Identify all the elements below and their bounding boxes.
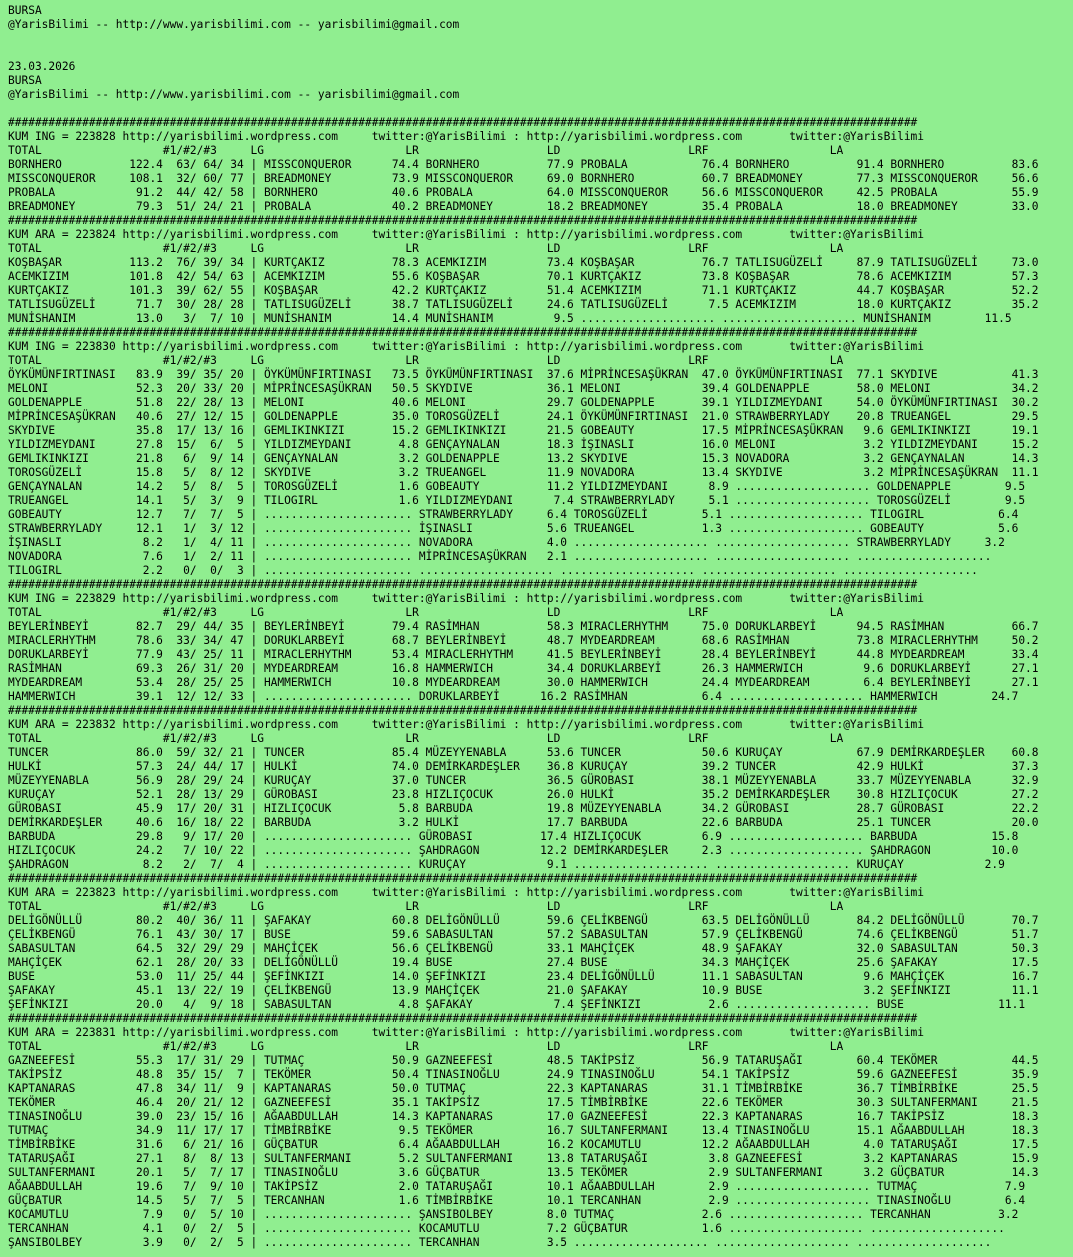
table-row: SKYDIVE 35.8 17/ 13/ 16 | GEMLIKINKIZI 15.2 GEMLIKINKIZI 21.5 GOBEAUTY 17.5 MİPRİNCESAŞÜKRAN 9.6 GEMLIKINKIZI 19.1 [8, 424, 1039, 437]
table-row: DORUKLARBEYİ 77.9 43/ 25/ 11 | MIRACLERHYTHM 53.4 MIRACLERHYTHM 41.5 BEYLERİNBEYİ 28.4 BEYLERİNBEYİ 44.8 MYDEARDREAM 33.4 [8, 648, 1039, 661]
table-row: HIZLIÇOCUK 24.2 7/ 10/ 22 | ...................... ŞAHDRAGON 12.2 DEMİRKARDEŞLER 2.3 .................... ŞAHDRAGON 10.0 [8, 844, 1019, 857]
table-row: TATARUŞAĞI 27.1 8/ 8/ 13 | SULTANFERMANI 5.2 SULTANFERMANI 13.8 TATARUŞAĞI 3.8 GAZNEEFESİ 3.2 KAPTANARAS 15.9 [8, 1152, 1039, 1165]
column-header-line: TOTAL #1/#2/#3 LG LR LD LRF LA [8, 732, 844, 745]
column-header-line: TOTAL #1/#2/#3 LG LR LD LRF LA [8, 242, 844, 255]
table-row: TILOGIRL 2.2 0/ 0/ 3 | ...................... .................... .................... .................... .................... [8, 564, 978, 577]
column-header-line: TOTAL #1/#2/#3 LG LR LD LRF LA [8, 606, 844, 619]
table-row: ÇELİKBENGÜ 76.1 43/ 30/ 17 | BUSE 59.6 SABASULTAN 57.2 SABASULTAN 57.9 ÇELİKBENGÜ 74.6 ÇELİKBENGÜ 51.7 [8, 928, 1039, 941]
section-separator: ####################################################################################################################################### [8, 214, 918, 227]
contact-line: @YarisBilimi -- http://www.yarisbilimi.com -- yarisbilimi@gmail.com [8, 18, 460, 31]
table-row: YILDIZMEYDANI 27.8 15/ 6/ 5 | YILDIZMEYDANI 4.8 GENÇAYNALAN 18.3 İŞINASLI 16.0 MELONI 3.2 YILDIZMEYDANI 15.2 [8, 438, 1039, 451]
column-header-line: TOTAL #1/#2/#3 LG LR LD LRF LA [8, 1040, 844, 1053]
race-header-line: KUM ING = 223830 http://yarisbilimi.wordpress.com twitter:@YarisBilimi : http://yarisbilimi.wordpress.com twitter:@YarisBilimi [8, 340, 925, 353]
table-row: TUTMAÇ 34.9 11/ 17/ 17 | TİMBİRBİKE 9.5 TEKÖMER 16.7 SULTANFERMANI 13.4 TINASINOĞLU 15.1 AĞAABDULLAH 18.3 [8, 1124, 1039, 1137]
table-row: KURUÇAY 52.1 28/ 13/ 29 | GÜROBASI 23.8 HIZLIÇOCUK 26.0 HULKİ 35.2 DEMİRKARDEŞLER 30.8 HIZLIÇOCUK 27.2 [8, 788, 1039, 801]
table-row: TERCANHAN 4.1 0/ 2/ 5 | ...................... KOCAMUTLU 7.2 GÜÇBATUR 1.6 .................... .................... [8, 1222, 1005, 1235]
table-row: GÜÇBATUR 14.5 5/ 7/ 5 | TERCANHAN 1.6 TİMBİRBİKE 10.1 TERCANHAN 2.9 .................... TINASINOĞLU 6.4 [8, 1194, 1026, 1207]
table-row: BUSE 53.0 11/ 25/ 44 | ŞEFİNKIZI 14.0 ŞEFİNKIZI 23.4 DELİGÖNÜLLÜ 11.1 SABASULTAN 9.6 MAHÇİÇEK 16.7 [8, 970, 1039, 983]
table-row: MUNİSHANIM 13.0 3/ 7/ 10 | MUNİSHANIM 14.4 MUNİSHANIM 9.5 .................... .................... MUNİSHANIM 11.5 [8, 312, 1012, 325]
table-row: MISSCONQUEROR 108.1 32/ 60/ 77 | BREADMONEY 73.9 MISSCONQUEROR 69.0 BORNHERO 60.7 BREADMONEY 77.3 MISSCONQUEROR 56.6 [8, 172, 1039, 185]
column-header-line: TOTAL #1/#2/#3 LG LR LD LRF LA [8, 900, 844, 913]
table-row: ŞANSIBOLBEY 3.9 0/ 2/ 5 | ...................... TERCANHAN 3.5 .................... .................... .................... [8, 1236, 992, 1249]
section-separator: ####################################################################################################################################### [8, 1012, 918, 1025]
table-row: DELİGÖNÜLLÜ 80.2 40/ 36/ 11 | ŞAFAKAY 60.8 DELİGÖNÜLLÜ 59.6 ÇELİKBENGÜ 63.5 DELİGÖNÜLLÜ 84.2 DELİGÖNÜLLÜ 70.7 [8, 914, 1039, 927]
table-row: MİPRİNCESAŞÜKRAN 40.6 27/ 12/ 15 | GOLDENAPPLE 35.0 TOROSGÜZELİ 24.1 ÖYKÜMÜNFIRTINASI 21.0 STRAWBERRYLADY 20.8 TRUEANGEL 29.5 [8, 410, 1039, 423]
table-row: SABASULTAN 64.5 32/ 29/ 29 | MAHÇİÇEK 56.6 ÇELİKBENGÜ 33.1 MAHÇİÇEK 48.9 ŞAFAKAY 32.0 SABASULTAN 50.3 [8, 942, 1039, 955]
table-row: BEYLERİNBEYİ 82.7 29/ 44/ 35 | BEYLERİNBEYİ 79.4 RASİMHAN 58.3 MIRACLERHYTHM 75.0 DORUKLARBEYİ 94.5 RASİMHAN 66.7 [8, 620, 1039, 633]
table-row: BARBUDA 29.8 9/ 17/ 20 | ...................... GÜROBASI 17.4 HIZLIÇOCUK 6.9 .................... BARBUDA 15.8 [8, 830, 1019, 843]
table-row: RASİMHAN 69.3 26/ 31/ 20 | MYDEARDREAM 16.8 HAMMERWICH 34.4 DORUKLARBEYİ 26.3 HAMMERWICH 9.6 DORUKLARBEYİ 27.1 [8, 662, 1039, 675]
table-row: BORNHERO 122.4 63/ 64/ 34 | MISSCONQUEROR 74.4 BORNHERO 77.9 PROBALA 76.4 BORNHERO 91.4 BORNHERO 83.6 [8, 158, 1039, 171]
race-header-line: KUM ARA = 223824 http://yarisbilimi.wordpress.com twitter:@YarisBilimi : http://yarisbilimi.wordpress.com twitter:@YarisBilimi [8, 228, 925, 241]
table-row: ÖYKÜMÜNFIRTINASI 83.9 39/ 35/ 20 | ÖYKÜMÜNFIRTINASI 73.5 ÖYKÜMÜNFIRTINASI 37.6 MİPRİNCESAŞÜKRAN 47.0 ÖYKÜMÜNFIRTINASI 77.1 SKYDIVE 41.3 [8, 368, 1039, 381]
section-separator: ####################################################################################################################################### [8, 872, 918, 885]
table-row: ACEMKIZIM 101.8 42/ 54/ 63 | ACEMKIZIM 55.6 KOŞBAŞAR 70.1 KURTÇAKIZ 73.8 KOŞBAŞAR 78.6 ACEMKIZIM 57.3 [8, 270, 1039, 283]
table-row: TATLISUGÜZELİ 71.7 30/ 28/ 28 | TATLISUGÜZELİ 38.7 TATLISUGÜZELİ 24.6 TATLISUGÜZELİ 7.5 ACEMKIZIM 18.0 KURTÇAKIZ 35.2 [8, 298, 1039, 311]
table-row: TEKÖMER 46.4 20/ 21/ 12 | GAZNEEFESİ 35.1 TAKİPSİZ 17.5 TİMBİRBİKE 22.6 TEKÖMER 30.3 SULTANFERMANI 21.5 [8, 1096, 1039, 1109]
table-row: GENÇAYNALAN 14.2 5/ 8/ 5 | TOROSGÜZELİ 1.6 GOBEAUTY 11.2 YILDIZMEYDANI 8.9 .................... GOLDENAPPLE 9.5 [8, 480, 1026, 493]
table-row: TİMBİRBİKE 31.6 6/ 21/ 16 | GÜÇBATUR 6.4 AĞAABDULLAH 16.2 KOCAMUTLU 12.2 AĞAABDULLAH 4.0 TATARUŞAĞI 17.5 [8, 1138, 1039, 1151]
section-separator: ####################################################################################################################################### [8, 326, 918, 339]
text-line: BURSA [8, 74, 42, 87]
table-row: AĞAABDULLAH 19.6 7/ 9/ 10 | TAKİPSİZ 2.0 TATARUŞAĞI 10.1 AĞAABDULLAH 2.9 .................... TUTMAÇ 7.9 [8, 1180, 1026, 1193]
section-separator: ####################################################################################################################################### [8, 704, 918, 717]
table-row: NOVADORA 7.6 1/ 2/ 11 | ...................... MİPRİNCESAŞÜKRAN 2.1 .................... .................... .................... [8, 550, 992, 563]
table-row: HAMMERWICH 39.1 12/ 12/ 33 | ...................... DORUKLARBEYİ 16.2 RASİMHAN 6.4 .................... HAMMERWICH 24.7 [8, 690, 1019, 703]
column-header-line: TOTAL #1/#2/#3 LG LR LD LRF LA [8, 354, 844, 367]
blank-line [8, 32, 1073, 46]
table-row: GAZNEEFESİ 55.3 17/ 31/ 29 | TUTMAÇ 50.9 GAZNEEFESİ 48.5 TAKİPSİZ 56.9 TATARUŞAĞI 60.4 TEKÖMER 44.5 [8, 1054, 1039, 1067]
section-separator: ####################################################################################################################################### [8, 116, 918, 129]
section-separator: ####################################################################################################################################### [8, 578, 918, 591]
table-row: KURTÇAKIZ 101.3 39/ 62/ 55 | KOŞBAŞAR 42.2 KURTÇAKIZ 51.4 ACEMKIZIM 71.1 KURTÇAKIZ 44.7 KOŞBAŞAR 52.2 [8, 284, 1039, 297]
table-row: TAKİPSİZ 48.8 35/ 15/ 7 | TEKÖMER 50.4 TINASINOĞLU 24.9 TINASINOĞLU 54.1 TAKİPSİZ 59.6 GAZNEEFESİ 35.9 [8, 1068, 1039, 1081]
table-row: HULKİ 57.3 24/ 44/ 17 | HULKİ 74.0 DEMİRKARDEŞLER 36.8 KURUÇAY 39.2 TUNCER 42.9 HULKİ 37.3 [8, 760, 1039, 773]
race-header-line: KUM ING = 223829 http://yarisbilimi.wordpress.com twitter:@YarisBilimi : http://yarisbilimi.wordpress.com twitter:@YarisBilimi [8, 592, 925, 605]
table-row: MELONI 52.3 20/ 33/ 20 | MİPRİNCESAŞÜKRAN 50.5 SKYDIVE 36.1 MELONI 39.4 GOLDENAPPLE 58.0 MELONI 34.2 [8, 382, 1039, 395]
table-row: ŞAHDRAGON 8.2 2/ 7/ 4 | ...................... KURUÇAY 9.1 .................... .................... KURUÇAY 2.9 [8, 858, 1005, 871]
table-row: STRAWBERRYLADY 12.1 1/ 3/ 12 | ...................... İŞINASLI 5.6 TRUEANGEL 1.3 .................... GOBEAUTY 5.6 [8, 522, 1019, 535]
table-row: ŞAFAKAY 45.1 13/ 22/ 19 | ÇELİKBENGÜ 13.9 MAHÇİÇEK 21.0 ŞAFAKAY 10.9 BUSE 3.2 ŞEFİNKIZI 11.1 [8, 984, 1039, 997]
table-row: KOŞBAŞAR 113.2 76/ 39/ 34 | KURTÇAKIZ 78.3 ACEMKIZIM 73.4 KOŞBAŞAR 76.7 TATLISUGÜZELİ 87.9 TATLISUGÜZELİ 73.0 [8, 256, 1039, 269]
table-row: TRUEANGEL 14.1 5/ 3/ 9 | TILOGIRL 1.6 YILDIZMEYDANI 7.4 STRAWBERRYLADY 5.1 .................... TOROSGÜZELİ 9.5 [8, 494, 1026, 507]
table-row: İŞINASLI 8.2 1/ 4/ 11 | ...................... NOVADORA 4.0 .................... .................... STRAWBERRYLADY 3.2 [8, 536, 1005, 549]
table-row: GOLDENAPPLE 51.8 22/ 28/ 13 | MELONI 40.6 MELONI 29.7 GOLDENAPPLE 39.1 YILDIZMEYDANI 54.0 ÖYKÜMÜNFIRTINASI 30.2 [8, 396, 1039, 409]
blank-line [8, 46, 1073, 60]
text-line: 23.03.2026 [8, 60, 76, 73]
blank-line [8, 102, 1073, 116]
table-row: MÜZEYYENABLA 56.9 28/ 29/ 24 | KURUÇAY 37.0 TUNCER 36.5 GÜROBASI 38.1 MÜZEYYENABLA 33.7 MÜZEYYENABLA 32.9 [8, 774, 1039, 787]
table-row: MIRACLERHYTHM 78.6 33/ 34/ 47 | DORUKLARBEYİ 68.7 BEYLERİNBEYİ 48.7 MYDEARDREAM 68.6 RASİMHAN 73.8 MIRACLERHYTHM 50.2 [8, 634, 1039, 647]
table-row: TOROSGÜZELİ 15.8 5/ 8/ 12 | SKYDIVE 3.2 TRUEANGEL 11.9 NOVADORA 13.4 SKYDIVE 3.2 MİPRİNCESAŞÜKRAN 11.1 [8, 466, 1039, 479]
race-header-line: KUM ING = 223828 http://yarisbilimi.wordpress.com twitter:@YarisBilimi : http://yarisbilimi.wordpress.com twitter:@YarisBilimi [8, 130, 925, 143]
table-row: SULTANFERMANI 20.1 5/ 7/ 17 | TINASINOĞLU 3.6 GÜÇBATUR 13.5 TEKÖMER 2.9 SULTANFERMANI 3.2 GÜÇBATUR 14.3 [8, 1166, 1039, 1179]
race-header-line: KUM ARA = 223832 http://yarisbilimi.wordpress.com twitter:@YarisBilimi : http://yarisbilimi.wordpress.com twitter:@YarisBilimi [8, 718, 925, 731]
race-header-line: KUM ARA = 223823 http://yarisbilimi.wordpress.com twitter:@YarisBilimi : http://yarisbilimi.wordpress.com twitter:@YarisBilimi [8, 886, 925, 899]
text-line: BURSA [8, 4, 42, 17]
table-row: PROBALA 91.2 44/ 42/ 58 | BORNHERO 40.6 PROBALA 64.0 MISSCONQUEROR 56.6 MISSCONQUEROR 42.5 PROBALA 55.9 [8, 186, 1039, 199]
table-row: KOCAMUTLU 7.9 0/ 5/ 10 | ...................... ŞANSIBOLBEY 8.0 TUTMAÇ 2.6 .................... TERCANHAN 3.2 [8, 1208, 1019, 1221]
table-row: TINASINOĞLU 39.0 23/ 15/ 16 | AĞAABDULLAH 14.3 KAPTANARAS 17.0 GAZNEEFESİ 22.3 KAPTANARAS 16.7 TAKİPSİZ 18.3 [8, 1110, 1039, 1123]
table-row: MAHÇİÇEK 62.1 28/ 20/ 33 | DELİGÖNÜLLÜ 19.4 BUSE 27.4 BUSE 34.3 MAHÇİÇEK 25.6 ŞAFAKAY 17.5 [8, 956, 1039, 969]
table-row: GEMLIKINKIZI 21.8 6/ 9/ 14 | GENÇAYNALAN 3.2 GOLDENAPPLE 13.2 SKYDIVE 15.3 NOVADORA 3.2 GENÇAYNALAN 14.3 [8, 452, 1039, 465]
table-row: GÜROBASI 45.9 17/ 20/ 31 | HIZLIÇOCUK 5.8 BARBUDA 19.8 MÜZEYYENABLA 34.2 GÜROBASI 28.7 GÜROBASI 22.2 [8, 802, 1039, 815]
race-header-line: KUM ARA = 223831 http://yarisbilimi.wordpress.com twitter:@YarisBilimi : http://yarisbilimi.wordpress.com twitter:@YarisBilimi [8, 1026, 925, 1039]
table-row: DEMİRKARDEŞLER 40.6 16/ 18/ 22 | BARBUDA 3.2 HULKİ 17.7 BARBUDA 22.6 BARBUDA 25.1 TUNCER 20.0 [8, 816, 1039, 829]
table-row: MYDEARDREAM 53.4 28/ 25/ 25 | HAMMERWICH 10.8 MYDEARDREAM 30.0 HAMMERWICH 24.4 MYDEARDREAM 6.4 BEYLERİNBEYİ 27.1 [8, 676, 1039, 689]
table-row: BREADMONEY 79.3 51/ 24/ 21 | PROBALA 40.2 BREADMONEY 18.2 BREADMONEY 35.4 PROBALA 18.0 BREADMONEY 33.0 [8, 200, 1039, 213]
table-row: TUNCER 86.0 59/ 32/ 21 | TUNCER 85.4 MÜZEYYENABLA 53.6 TUNCER 50.6 KURUÇAY 67.9 DEMİRKARDEŞLER 60.8 [8, 746, 1039, 759]
table-row: GOBEAUTY 12.7 7/ 7/ 5 | ...................... STRAWBERRYLADY 6.4 TOROSGÜZELİ 5.1 .................... TILOGIRL 6.4 [8, 508, 1019, 521]
contact-line: @YarisBilimi -- http://www.yarisbilimi.com -- yarisbilimi@gmail.com [8, 88, 460, 101]
column-header-line: TOTAL #1/#2/#3 LG LR LD LRF LA [8, 144, 844, 157]
table-row: KAPTANARAS 47.8 34/ 11/ 9 | KAPTANARAS 50.0 TUTMAÇ 22.3 KAPTANARAS 31.1 TİMBİRBİKE 36.7 TİMBİRBİKE 25.5 [8, 1082, 1039, 1095]
table-row: ŞEFİNKIZI 20.0 4/ 9/ 18 | SABASULTAN 4.8 ŞAFAKAY 7.4 ŞEFİNKIZI 2.6 .................... BUSE 11.1 [8, 998, 1026, 1011]
